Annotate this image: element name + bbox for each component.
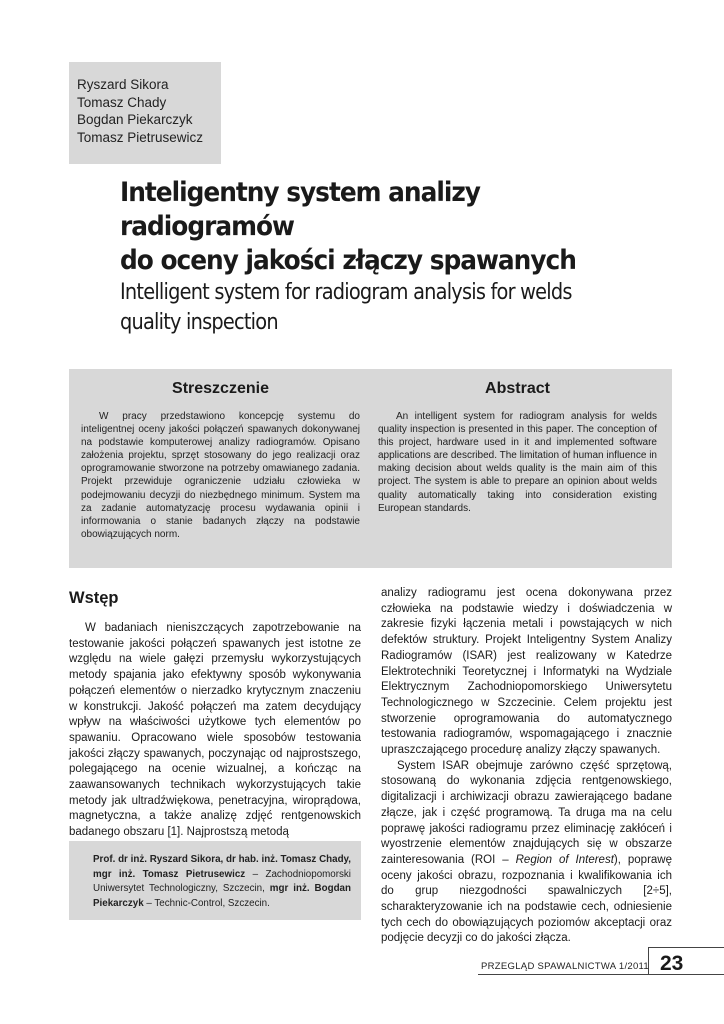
title-english-line: quality inspection	[120, 310, 278, 335]
journal-name: PRZEGLĄD SPAWALNICTWA 1/2011	[481, 961, 650, 972]
footer-divider	[478, 974, 724, 975]
body-paragraph: analizy radiogramu jest ocena dokonywana przez człowieka na podstawie wiedzy i doświadczenia w zakresie fizyki łączenia metali i powstających w nich defektów struktury. Projekt Inteligentny System Analizy Radiogramów (ISAR) jest realizowany w Katedrze Elektrotechniki Teoretycznej i Informatyki na Wydziale Elektrycznym Zachodniopomorskiego Uniwersytetu Technologicznego w Szczecinie. Celem projektu jest stworzenie oprogramowania do automatycznego testowania radiogramów, wspomagającego i znacznie upraszczającego procedurę analizy złączy spawanych.	[381, 587, 672, 757]
title-english-line: Intelligent system for radiogram analysis for welds	[120, 280, 572, 305]
affiliation-names: mgr inż. Bogdan Piekarczyk	[93, 883, 351, 909]
abstract-english-heading: Abstract	[485, 380, 550, 397]
paragraph-text: ), poprawę oceny jakości obrazu, rozpoznania i kwalifikowania ich do grup niezgodności spawalniczych [2÷5], scharakteryzowanie ich na podstawie cech, odniesienie tych cech do obowiązujących poziomów akceptacji oraz podjęcie decyzji co do jakości złącza.	[381, 853, 672, 945]
affiliation-names: Prof. dr inż. Ryszard Sikora, dr hab. inż. Tomasz Chady, mgr inż. Tomasz Pietrusewicz	[93, 854, 351, 880]
affiliation-box	[69, 841, 361, 920]
affiliation-institution: – Technic-Control, Szczecin.	[143, 897, 270, 909]
abstract-box	[69, 369, 672, 568]
paragraph-italic-term: Region of Interest	[515, 853, 614, 866]
abstract-polish-text: W pracy przedstawiono koncepcję systemu do inteligentnej oceny jakości połączeń spawanych dokonywanej na podstawie komputerowej analizy radiogramów. Opisano założenia projektu, sprzęt stosowany do jego realizacji oraz oprogramowanie stworzone na potrzeby omawianego zadania. Projekt przewiduje ograniczenie udziału człowieka w podejmowaniu decyzji do niezbędnego minimum. System ma za zadanie automatyzację procesu wydawania opinii i informowania o stanie badanych złączy na podstawie obowiązujących norm.	[81, 411, 360, 540]
author-name: Tomasz Pietrusewicz	[77, 129, 204, 145]
footer-divider	[648, 947, 724, 948]
left-column	[69, 621, 361, 841]
section-heading: Wstęp	[69, 589, 119, 607]
author-name: Tomasz Chady	[77, 94, 167, 110]
body-paragraph	[381, 759, 672, 947]
paragraph-text: System ISAR obejmuje zarówno część sprzętową, stosowaną do wykonania zdjęcia rentgenowskiego, digitalizacji i archiwizacji obrazu zawierającego badane złącze, jak i część programową. Ta druga ma na celu poprawę jakości radiogramu przez eliminację zakłóceń i wyostrzenie elementów znajdujących się w obszarze zainteresowania (ROI –	[381, 759, 672, 866]
title-english	[120, 278, 630, 338]
body-paragraph: W badaniach nieniszczących zapotrzebowanie na testowanie jakości połączeń spawanych jest istotne ze względu na wiele gałęzi przemysłu wykorzystujących metody spajania jako efektywny sposób wykonywania połączeń elementów o nierzadko krytycznym znaczeniu w konstrukcji. Jakość połączeń ma zatem decydujący wpływ na właściwości użytkowe tych elementów po spawaniu. Opracowano wiele sposobów testowania jakości złączy spawanych, poczynając od najprostszego, polegającego na ocenie wizualnej, a kończąc na zaawansowanych technikach wykorzystujących takie metody jak ultradźwiękowa, penetracyjna, wiroprądowa, magnetyczna, a także analizę zdjęć rentgenowskich badanego obszaru [1]. Najprostszą metodą	[69, 622, 361, 839]
title-polish-line: do oceny jakości złączy spawanych	[120, 245, 576, 276]
author-name: Bogdan Piekarczyk	[77, 112, 193, 127]
title-polish-line: Inteligentny system analizy radiogramów	[120, 177, 480, 242]
right-column	[381, 586, 672, 947]
abstract-polish-heading: Streszczenie	[172, 380, 269, 397]
title-polish	[120, 176, 654, 278]
abstract-english-text: An intelligent system for radiogram analysis for welds quality inspection is presented in this paper. The conception of this project, hardware used in it and implemented software applications are described. The limitation of human influence in making decision about welds quality is the main aim of this project. The system is able to prepare an opinion about welds quality automatically taking into consideration existing European standards.	[378, 411, 657, 514]
page-number: 23	[660, 952, 684, 975]
authors-box	[69, 62, 221, 164]
affiliation-institution: – Zachodniopomorski Uniwersytet Technologiczny, Szczecin,	[93, 868, 351, 895]
abstract-english	[378, 369, 657, 515]
author-name: Ryszard Sikora	[77, 77, 169, 92]
abstract-polish	[81, 369, 360, 541]
